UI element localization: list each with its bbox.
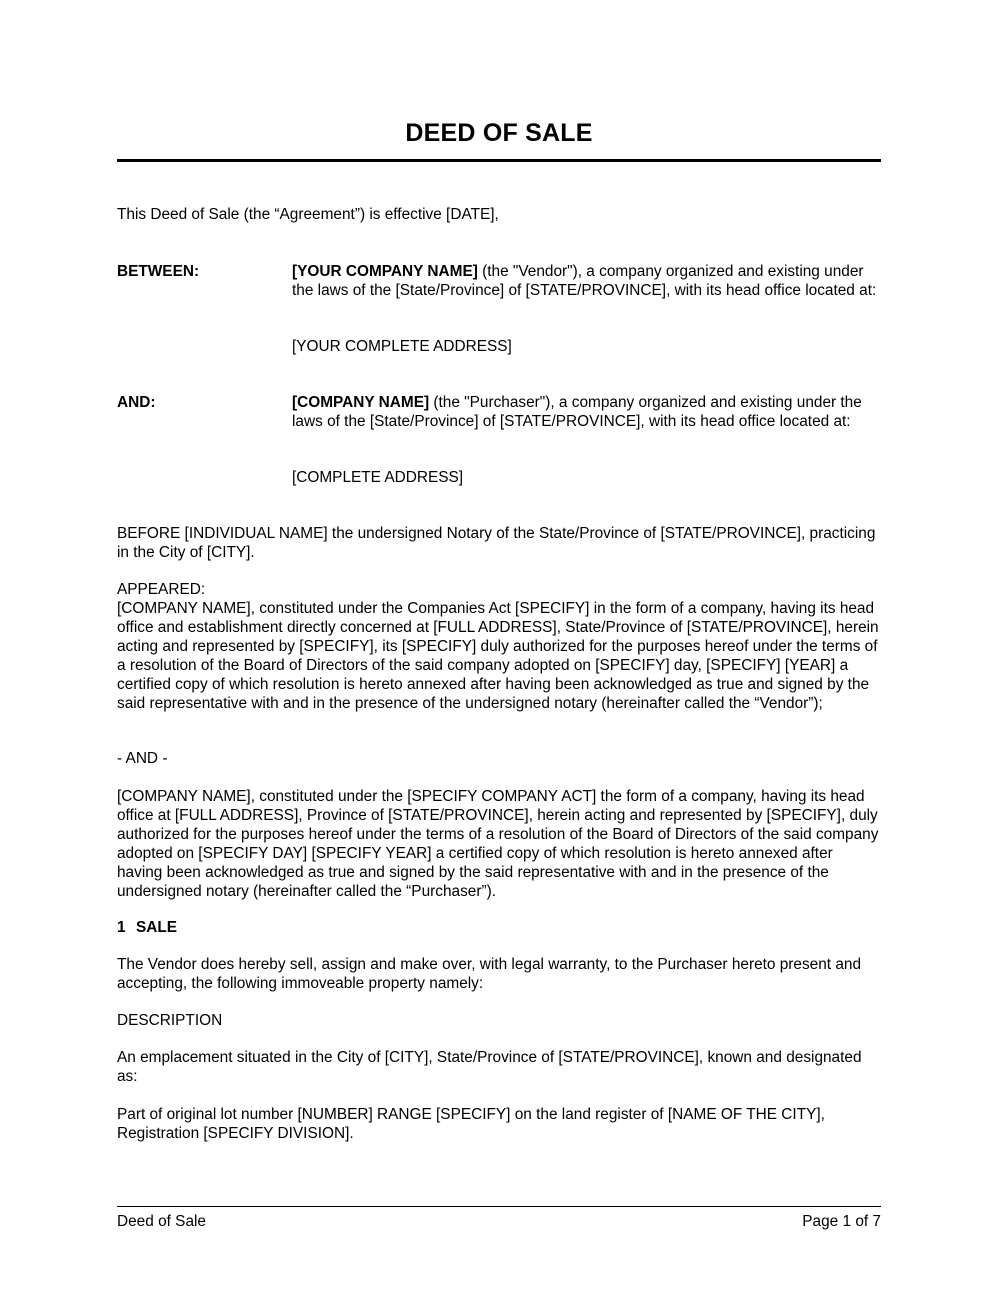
vendor-address: [YOUR COMPLETE ADDRESS] xyxy=(292,338,512,355)
section-1-title: SALE xyxy=(136,919,178,936)
purchaser-name: [COMPANY NAME] xyxy=(292,394,430,411)
title-divider xyxy=(117,159,881,162)
vendor-party-paragraph xyxy=(292,262,884,300)
lot-paragraph: Part of original lot number [NUMBER] RANGE [SPECIFY] on the land register of [NAME OF THE CITY], Registration [SPECIFY DIVISION]. xyxy=(117,1106,825,1142)
before-paragraph: BEFORE [INDIVIDUAL NAME] the undersigned Notary of the State/Province of [STATE/PROVINCE], practicing in the City of [CITY]. xyxy=(117,525,876,561)
appeared-label: APPEARED: xyxy=(117,581,206,598)
between-label: BETWEEN: xyxy=(117,263,200,280)
purchaser-appearance-paragraph: [COMPANY NAME], constituted under the [SPECIFY COMPANY ACT] the form of a company, having its head office at [FULL ADDRESS], Province of [STATE/PROVINCE], herein acting and represented by [SPECIFY], duly authorized for the purposes hereof under the terms of a resolution of the Board of Directors of the said company adopted on [SPECIFY DAY] [SPECIFY YEAR] a certified copy of which resolution is hereto annexed after having been acknowledged as true and signed by the said representative with and in the presence of the undersigned notary (hereinafter called the “Purchaser”). xyxy=(117,788,879,900)
document-page xyxy=(117,0,881,1290)
vendor-name: [YOUR COMPANY NAME] xyxy=(292,263,478,280)
document-title: DEED OF SALE xyxy=(405,119,593,147)
sale-paragraph: The Vendor does hereby sell, assign and make over, with legal warranty, to the Purchaser hereto present and accepting, the following immoveable property namely: xyxy=(117,956,862,992)
emplacement-paragraph: An emplacement situated in the City of [CITY], State/Province of [STATE/PROVINCE], known and designated as: xyxy=(117,1049,862,1085)
footer-document-name: Deed of Sale xyxy=(117,1213,206,1230)
vendor-description: (the "Vendor"), a company organized and existing under the laws of the [State/Province] of [STATE/PROVINCE], with its head office located at: xyxy=(292,263,877,299)
purchaser-description: (the "Purchaser"), a company organized and existing under the laws of the [State/Province] of [STATE/PROVINCE], with its head office located at: xyxy=(292,394,862,430)
and-separator: - AND - xyxy=(117,750,168,767)
and-label: AND: xyxy=(117,394,156,411)
purchaser-party-paragraph xyxy=(292,393,884,431)
section-1-number: 1 xyxy=(117,919,126,936)
footer-divider xyxy=(117,1206,881,1207)
footer-page-number: Page 1 of 7 xyxy=(802,1213,881,1230)
intro-paragraph: This Deed of Sale (the “Agreement”) is effective [DATE], xyxy=(117,206,499,223)
section-1-heading xyxy=(117,918,177,937)
description-label: DESCRIPTION xyxy=(117,1012,223,1029)
purchaser-address: [COMPLETE ADDRESS] xyxy=(292,469,464,486)
vendor-appearance-paragraph: [COMPANY NAME], constituted under the Companies Act [SPECIFY] in the form of a company, having its head office and establishment directly concerned at [FULL ADDRESS], State/Province of [STATE/PROVINCE], herein acting and represented by [SPECIFY], its [SPECIFY] duly authorized for the purposes hereof under the terms of a resolution of the Board of Directors of the said company adopted on [SPECIFY] day, [SPECIFY] [YEAR] a certified copy of which resolution is hereto annexed after having been acknowledged as true and signed by the said representative with and in the presence of the undersigned notary (hereinafter called the “Vendor”); xyxy=(117,600,879,712)
